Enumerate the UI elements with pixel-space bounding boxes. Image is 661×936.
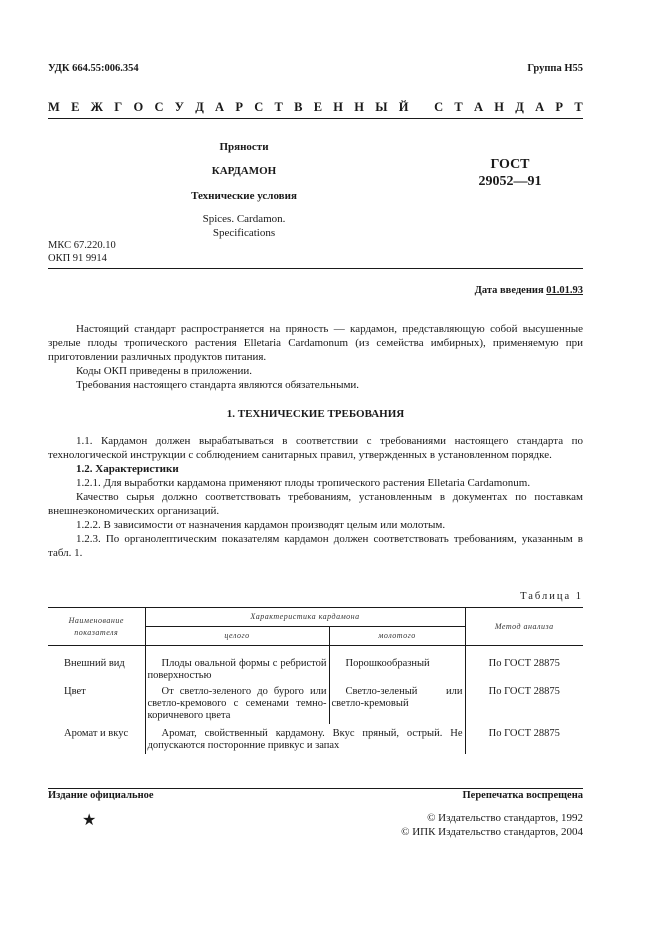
intro-text <box>48 322 583 392</box>
copyright-2004: © ИПК Издательство стандартов, 2004 <box>401 826 583 838</box>
official-edition: Издание официальное <box>48 790 154 801</box>
header-whole: целого <box>145 627 329 646</box>
row-name: Цвет <box>64 686 86 697</box>
clause-quality: Качество сырья должно соответствовать требованиям, установленным в документах по поставкам внешнеэкономических организаций. <box>48 491 583 517</box>
okp-code: ОКП 91 9914 <box>48 253 107 264</box>
intro-paragraph-3: Требования настоящего стандарта являются обязательными. <box>76 379 360 391</box>
doc-title-en-1: Spices. Cardamon. <box>202 213 286 225</box>
clause-1-2-2: 1.2.2. В зависимости от назначения кардамон производят целым или молотым. <box>76 519 446 531</box>
banner-letter: В <box>294 100 303 114</box>
clause-1-2-heading: 1.2. Характеристики <box>76 463 179 475</box>
doc-subtitle: Технические условия <box>191 190 297 202</box>
characteristics-table <box>48 607 583 754</box>
table-row <box>48 724 583 754</box>
gost-number: 29052—91 <box>478 174 542 189</box>
header-characteristic: Характеристика кардамона <box>145 608 465 627</box>
banner-letter: А <box>535 100 545 114</box>
clause-1-2-3: 1.2.3. По органолептическим показателям кардамон должен соответствовать требованиям, указанным в табл. 1. <box>48 533 583 559</box>
mks-code: МКС 67.220.10 <box>48 240 116 251</box>
row-method: По ГОСТ 28875 <box>465 646 583 683</box>
banner-letter: А <box>215 100 225 114</box>
reprint-notice: Перепечатка воспрещена <box>462 790 583 801</box>
banner-letter: Е <box>71 100 80 114</box>
row-whole: От светло-зеленого до бурого или светло-кремового с семенами темно-коричневого цвета <box>145 682 329 724</box>
row-method: По ГОСТ 28875 <box>465 682 583 724</box>
banner-letter: Т <box>274 100 283 114</box>
banner-letter: О <box>133 100 144 114</box>
banner-letter: С <box>154 100 164 114</box>
banner-letter: Е <box>313 100 323 114</box>
table-caption: Таблица 1 <box>520 591 583 602</box>
section-title: 1. ТЕХНИЧЕСКИЕ ТРЕБОВАНИЯ <box>226 408 405 420</box>
banner-letter: А <box>474 100 484 114</box>
intro-date-value: 01.01.93 <box>546 285 583 296</box>
banner-letter: У <box>174 100 184 114</box>
header-indicator: Наименование показателя <box>48 608 145 646</box>
banner-letter: Г <box>114 100 123 114</box>
row-merged: Аромат, свойственный кардамону. Вкус пряный, острый. Не допускаются посторонние привкус и запах <box>145 724 465 754</box>
banner-letter: Д <box>195 100 204 114</box>
section-1-text <box>48 434 583 560</box>
intro-paragraph-1: Настоящий стандарт распространяется на пряность — кардамон, представляющую собой высушенные зрелые плоды тропического растения Elletaria Cardamonum (из семейства имбирных), применяемую при приготовлении различных продуктов питания. <box>48 323 583 363</box>
banner-letter: Ы <box>375 100 388 114</box>
banner-letter: М <box>48 100 60 114</box>
row-name: Внешний вид <box>64 658 125 669</box>
group-code: Группа Н55 <box>527 63 583 74</box>
table-row <box>48 682 583 724</box>
banner-letter: Р <box>555 100 564 114</box>
title-block-rule <box>48 268 583 269</box>
doc-title-en-2: Specifications <box>212 227 276 239</box>
interstate-standard-banner <box>48 100 583 115</box>
table-row <box>48 646 583 683</box>
banner-letter: Д <box>515 100 524 114</box>
banner-letter: Р <box>235 100 243 114</box>
header-rule <box>48 118 583 119</box>
banner-letter: Н <box>333 100 344 114</box>
banner-letter: С <box>254 100 264 114</box>
clause-1-1: 1.1. Кардамон должен вырабатываться в соответствии с требованиями настоящего стандарта по технологической инструкции с соблюдением санитарных правил, утвержденных в установленном порядке. <box>48 435 583 461</box>
copyright-1992: © Издательство стандартов, 1992 <box>427 812 583 824</box>
banner-letter: Т <box>574 100 583 114</box>
doc-title: КАРДАМОН <box>211 165 277 177</box>
row-method: По ГОСТ 28875 <box>465 724 583 754</box>
banner-letter: С <box>434 100 444 114</box>
doc-category: Пряности <box>219 141 269 153</box>
header-method: Метод анализа <box>465 608 583 646</box>
intro-date <box>475 285 583 296</box>
banner-letter: Н <box>494 100 505 114</box>
row-name: Аромат и вкус <box>64 728 129 739</box>
banner-letter: Т <box>454 100 463 114</box>
row-ground: Порошкообразный <box>329 646 465 683</box>
banner-letter: Н <box>354 100 364 114</box>
row-ground: Светло-зеленый или светло-кремовый <box>329 682 465 724</box>
banner-letter <box>420 100 423 115</box>
intro-date-label: Дата введения <box>474 285 544 296</box>
row-whole: Плоды овальной формы с ребристой поверхностью <box>145 646 329 683</box>
header-ground: молотого <box>329 627 465 646</box>
banner-letter: Ж <box>90 100 104 114</box>
banner-letter: Й <box>398 100 409 114</box>
clause-1-2-1: 1.2.1. Для выработки кардамона применяют плоды тропического растения Elletaria Cardamonum. <box>76 477 531 489</box>
gost-label: ГОСТ <box>490 157 530 172</box>
star-icon: ★ <box>82 812 97 829</box>
footer-rule <box>48 788 583 789</box>
intro-paragraph-2: Коды ОКП приведены в приложении. <box>76 365 253 377</box>
udk-code: УДК 664.55:006.354 <box>48 63 139 74</box>
